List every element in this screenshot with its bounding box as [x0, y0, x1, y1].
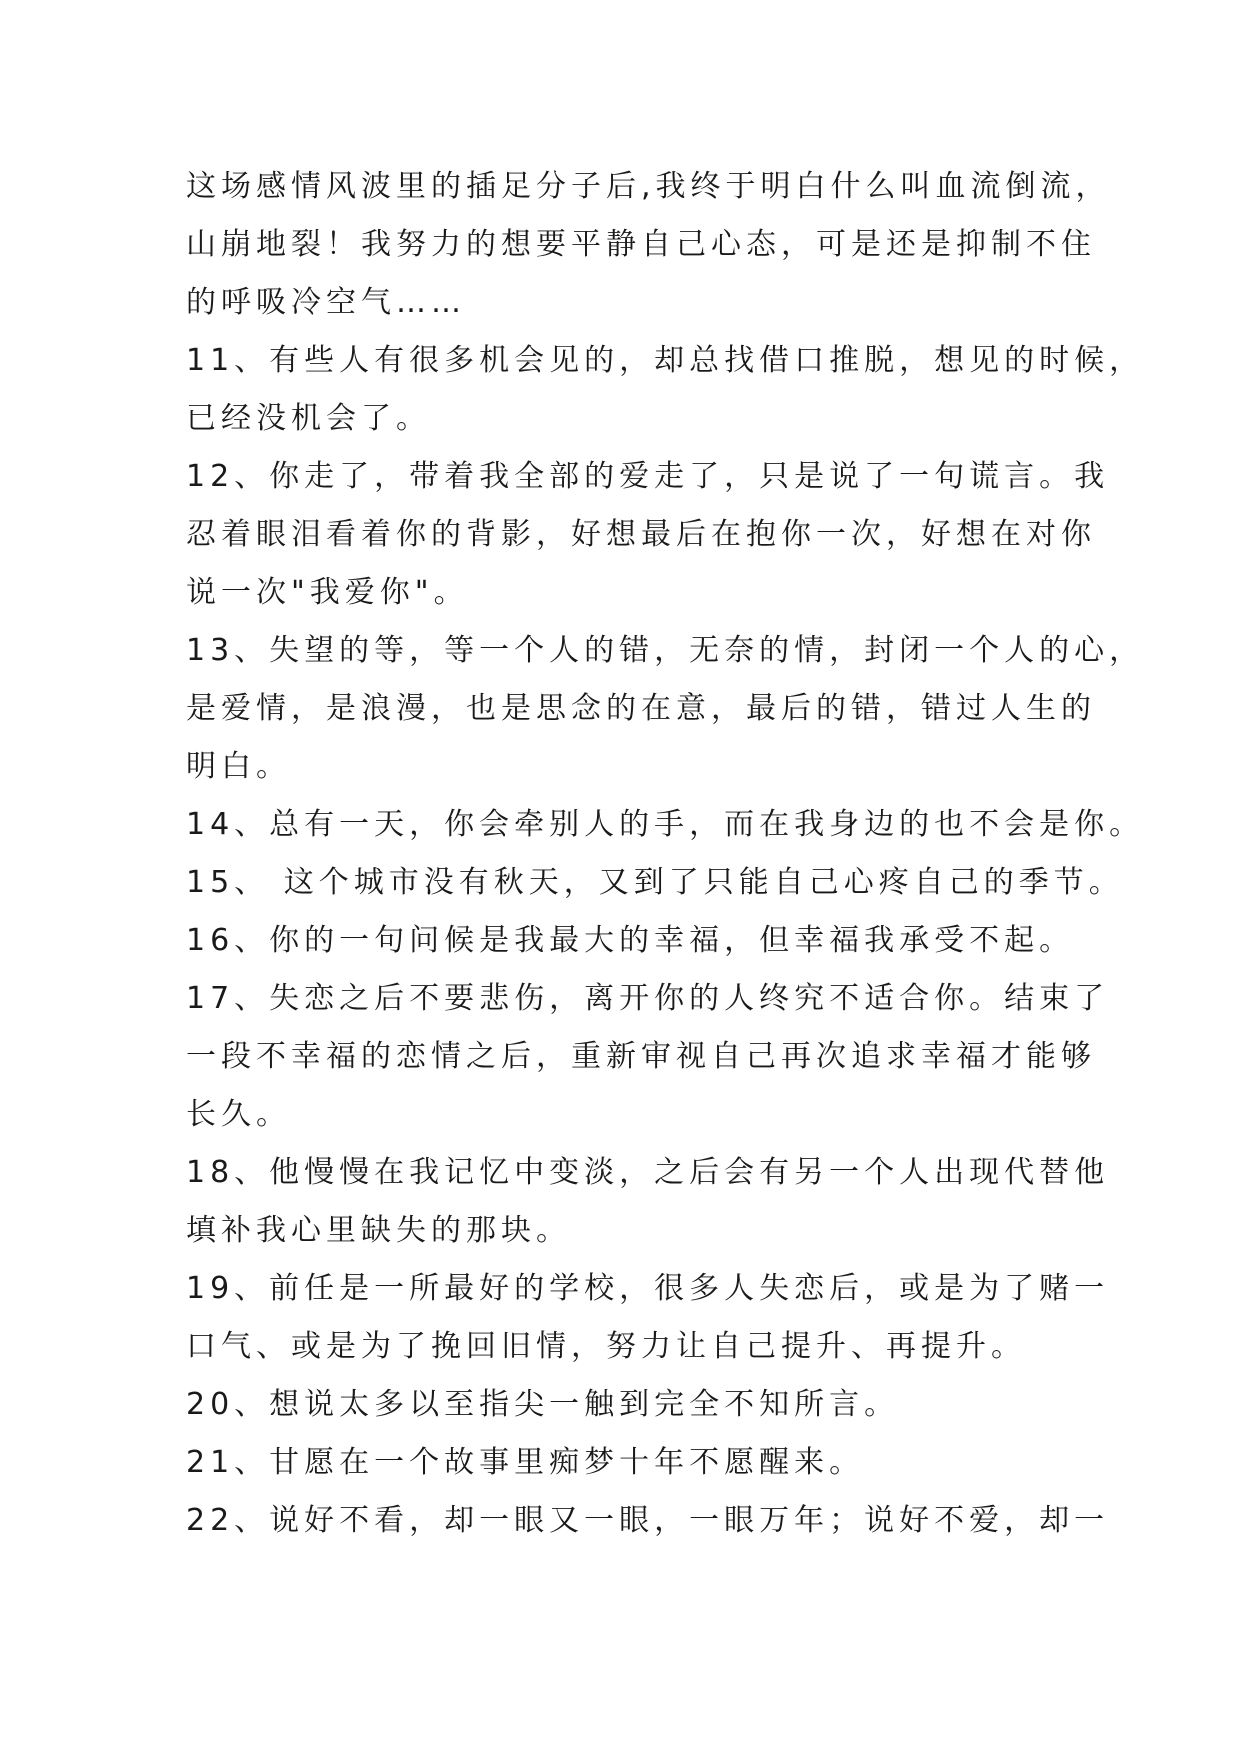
text-line: 19、前任是一所最好的学校，很多人失恋后，或是为了赌一 — [186, 1271, 1110, 1306]
text-line: 21、甘愿在一个故事里痴梦十年不愿醒来。 — [186, 1445, 865, 1480]
text-line: 已经没机会了。 — [186, 401, 431, 436]
text-line: 17、失恋之后不要悲伤，离开你的人终究不适合你。结束了 — [186, 981, 1110, 1016]
text-line: 口气、或是为了挽回旧情，努力让自己提升、再提升。 — [186, 1329, 1026, 1364]
text-line: 13、失望的等，等一个人的错，无奈的情，封闭一个人的心， — [186, 633, 1145, 668]
text-line: 16、你的一句问候是我最大的幸福，但幸福我承受不起。 — [186, 923, 1075, 958]
body-text — [186, 158, 1145, 1550]
text-line: 说一次"我爱你"。 — [186, 575, 469, 610]
text-line: 长久。 — [186, 1097, 291, 1132]
text-line: 14、总有一天，你会牵别人的手，而在我身边的也不会是你。 — [186, 807, 1145, 842]
text-line: 12、你走了，带着我全部的爱走了，只是说了一句谎言。我 — [186, 459, 1110, 494]
text-line: 明白。 — [186, 749, 291, 784]
text-line: 是爱情，是浪漫，也是思念的在意，最后的错，错过人生的 — [186, 691, 1096, 726]
text-line: 20、想说太多以至指尖一触到完全不知所言。 — [186, 1387, 900, 1422]
text-line: 22、说好不看，却一眼又一眼，一眼万年；说好不爱，却一 — [186, 1503, 1110, 1538]
text-line: 忍着眼泪看着你的背影，好想最后在抱你一次，好想在对你 — [186, 517, 1096, 552]
text-line: 填补我心里缺失的那块。 — [186, 1213, 571, 1248]
text-line: 一段不幸福的恋情之后，重新审视自己再次追求幸福才能够 — [186, 1039, 1096, 1074]
text-line: 11、有些人有很多机会见的，却总找借口推脱，想见的时候， — [186, 343, 1145, 378]
text-line: 18、他慢慢在我记忆中变淡，之后会有另一个人出现代替他 — [186, 1155, 1110, 1190]
text-line: 山崩地裂！我努力的想要平静自己心态，可是还是抑制不住 — [186, 227, 1096, 262]
text-line: 的呼吸冷空气…… — [186, 285, 466, 320]
text-line: 这场感情风波里的插足分子后,我终于明白什么叫血流倒流， — [186, 169, 1111, 204]
text-line: 15、 这个城市没有秋天，又到了只能自己心疼自己的季节。 — [186, 865, 1124, 900]
